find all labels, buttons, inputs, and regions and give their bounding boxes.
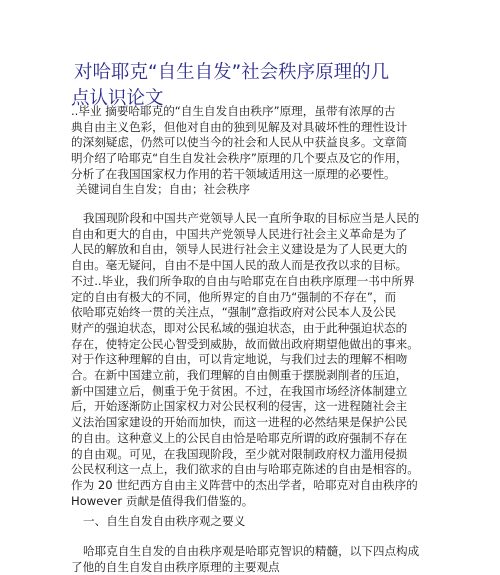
title-line-2: 点认识论文: [71, 88, 164, 109]
paragraph-line: However 贡献是值得我们借鉴的。: [71, 493, 254, 508]
keywords-line: 关键词自生自发；自由；社会秩序: [76, 182, 250, 196]
paragraph-line: 的自由观。可见，在我国现阶段，至少就对限制政府权力滥用侵损: [71, 446, 408, 461]
paragraph-line: 不过..毕业，我们所争取的自由与哈耶克在自由秩序原理一书中所界: [71, 273, 415, 288]
abstract-line: 分析了在我国国家权力作用的若干领域适用这一原理的必要性。: [71, 166, 396, 181]
paragraph-2: [71, 544, 441, 575]
paragraph-line: 义法治国家建设的开始而加快，而这一进程的必然结果是保护公民: [71, 415, 408, 430]
paragraph-line: 对于作这种理解的自由，可以肯定地说，与我们过去的理解不相吻: [71, 352, 408, 367]
paragraph-line: 人民的解放和自由，领导人民进行社会主义建设是为了人民更大的: [71, 242, 408, 257]
title-line-1: 对哈耶克“自生自发”社会秩序原理的几: [74, 62, 390, 83]
paragraph-line: 公民权利这一点上，我们欲求的自由与哈耶克陈述的自由是相容的。: [71, 462, 419, 477]
paragraph-line: 定的自由有极大的不同，他所界定的自由乃“强制的不存在”，而: [71, 289, 397, 304]
paragraph-line: 作为 20 世纪西方自由主义阵营中的杰出学者，哈耶克对自由秩序的: [71, 477, 418, 492]
abstract-line: 典自由主义色彩，但他对自由的独到见解及对具破坏性的理性设计: [71, 119, 408, 134]
paragraph-line: 自由。毫无疑问，自由不是中国人民的敌人而是孜孜以求的目标。: [71, 258, 408, 273]
abstract-line: 的深刻疑虑，仍然可以使当今的社会和人民从中获益良多。文章简: [71, 135, 408, 150]
paragraph-line: 哈耶克自生自发的自由秩序观是哈耶克智识的精髓，以下四点构成: [83, 544, 420, 558]
paragraph-line: 我国现阶段和中国共产党领导人民一直所争取的目标应当是人民的: [83, 211, 420, 225]
abstract-line: 明介绍了哈耶克“自生自发社会秩序”原理的几个要点及它的作用，: [71, 151, 408, 166]
paragraph-line: 合。在新中国建立前，我们理解的自由侧重于摆脱剥削者的压迫，: [71, 368, 408, 383]
keywords: [71, 182, 446, 198]
paragraph-line: 财产的强迫状态，即对公民私域的强迫状态，由于此种强迫状态的: [71, 320, 408, 335]
abstract-line: ..毕业 摘要哈耶克的“自生自发自由秩序”原理，虽带有浓厚的古: [71, 104, 396, 118]
paragraph-1: [71, 211, 441, 509]
paragraph-line: 了他的自生自发自由秩序原理的主要观点: [71, 559, 280, 574]
paragraph-line: 自由和更大的自由，中国共产党领导人民进行社会主义革命是为了: [71, 226, 408, 241]
paragraph-line: 新中国建立后，侧重于免于贫困。不过，在我国市场经济体制建立: [71, 383, 408, 398]
paragraph-line: 依哈耶克始终一贯的关注点，“强制”意指政府对公民本人及公民: [71, 305, 397, 320]
paragraph-line: 存在，使特定公民心智受到威胁，故而做出政府期望他做出的事来。: [71, 336, 419, 351]
section-heading-text: 一、自生自发自由秩序观之要义: [83, 514, 246, 528]
paragraph-line: 的自由。这种意义上的公民自由恰是哈耶克所谓的政府强制不存在: [71, 430, 408, 445]
section-heading: [71, 514, 453, 530]
abstract: [71, 104, 441, 183]
paragraph-line: 后，开始逐渐防止国家权力对公民权利的侵害，这一进程随社会主: [71, 399, 408, 414]
